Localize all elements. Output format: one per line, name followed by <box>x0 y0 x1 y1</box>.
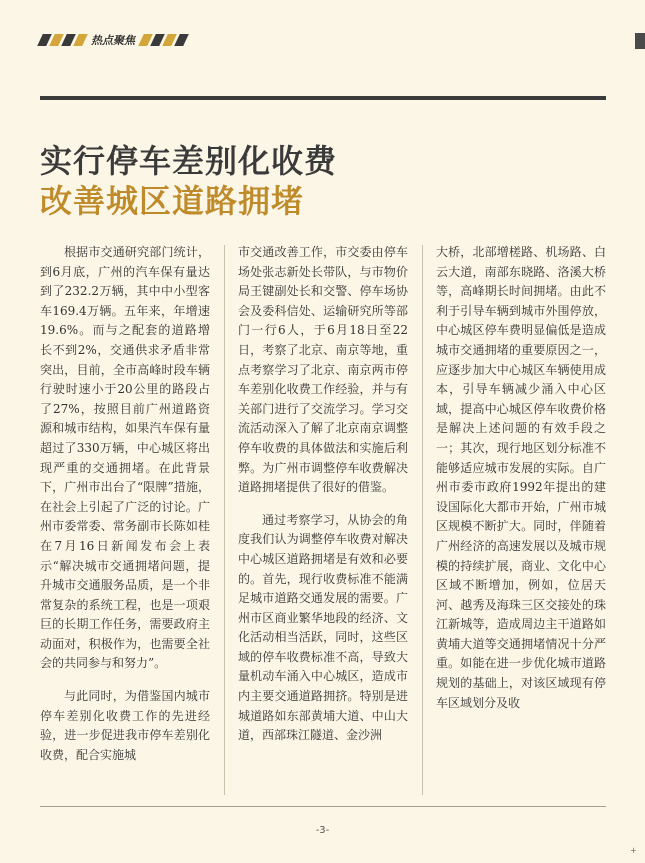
text-column-1 <box>40 243 210 765</box>
crop-mark: + <box>630 846 637 855</box>
text-column-3 <box>436 243 606 713</box>
footer-rule <box>40 806 606 807</box>
section-ribbon <box>40 32 186 48</box>
paragraph: 市交通改善工作，市交委由停车场处张志新处长带队，与市物价局王键副处长和交警、停车场协会及委科信处、运输研究所等部门一行6人，于6月18日至22日，考察了北京、南京等地，重点考察学习了北京、南京两市停车差别化收费工作经验，并与有关部门进行了交流学习。学习交流活动深入了解了北京南京调整停车收费的具体做法和实施后利弊。为广州市调整停车收费解决道路拥堵提供了很好的借鉴。 <box>238 245 408 495</box>
paragraph: 与此同时，为借鉴国内城市停车差别化收费工作的先进经验，进一步促进我市停车差别化收费，配合实施城 <box>40 689 210 762</box>
ribbon-stripes-right <box>141 34 186 46</box>
paragraph: 通过考察学习，从协会的角度我们认为调整停车收费对解决中心城区道路拥堵是有效和必要的。首先，现行收费标准不能满足城市道路交通发展的需要。广州市区商业繁华地段的经济、文化活动相当活跃，同时，这些区域的停车收费标准不高，导致大量机动车涌入中心城区，造成市内主要交通道路拥挤。特别是进城道路如东部黄埔大道、中山大道，西部珠江隧道、金沙洲 <box>238 512 408 743</box>
article-title: 实行停车差别化收费 <box>40 142 338 180</box>
page-edge-tab <box>635 33 645 49</box>
paragraph: 大桥，北部增槎路、机场路、白云大道，南部东晓路、洛溪大桥等，高峰期长时间拥堵。由此不利于引导车辆到城市外围停放，中心城区停车费明显偏低是造成城市交通拥堵的重要原因之一，应逐步加大中心城区车辆使用成本，引导车辆减少涌入中心区域，提高中心城区停车收费价格是解决上述问题的有效手段之一；其次，现行地区划分标准不能够适应城市发展的实际。自广州市委市政府1992年提出的建设国际化大都市开始，广州市城区规模不断扩大。同时，伴随着广州经济的高速发展以及城市规模的持续扩展，商业、文化中心区域不断增加，例如，位居天河、越秀及海珠三区交接处的珠江新城等，造成周边主干道路如黄埔大道等交通拥堵情况十分严重。如能在进一步优化城市道路规划的基础上，对该区域现有停车区域划分及收 <box>436 245 606 710</box>
text-column-2 <box>238 243 408 746</box>
section-tag: 热点聚焦 <box>91 34 135 47</box>
column-divider <box>224 245 225 795</box>
header-rule <box>40 96 606 100</box>
article-body <box>40 243 606 803</box>
ribbon-stripe <box>73 34 88 46</box>
article-subtitle: 改善城区道路拥堵 <box>40 182 305 220</box>
page-number: -3- <box>315 825 330 836</box>
ribbon-stripe <box>174 34 189 46</box>
paragraph: 根据市交通研究部门统计，到6月底，广州的汽车保有量达到了232.2万辆，其中中小型客车169.4万辆。五年来，年增速19.6%。而与之配套的道路增长不到2%，交通供求矛盾非常突出，目前，全市高峰时段车辆行驶时速小于20公里的路段占了27%，按照目前广州道路资源和城市结构，如果汽车保有量超过了330万辆，中心城区将出现严重的交通拥堵。在此背景下，广州市出台了“限牌”措施，在社会上引起了广泛的讨论。广州市委常委、常务副市长陈如桂在7月16日新闻发布会上表示“解决城市交通拥堵问题，提升城市交通服务品质，是一个非常复杂的系统工程，也是一项艰巨的长期工作任务，需要政府主动面对，积极作为，也需要全社会的共同参与和努力”。 <box>40 245 210 671</box>
column-divider <box>422 245 423 795</box>
ribbon-stripes-left <box>40 34 85 46</box>
